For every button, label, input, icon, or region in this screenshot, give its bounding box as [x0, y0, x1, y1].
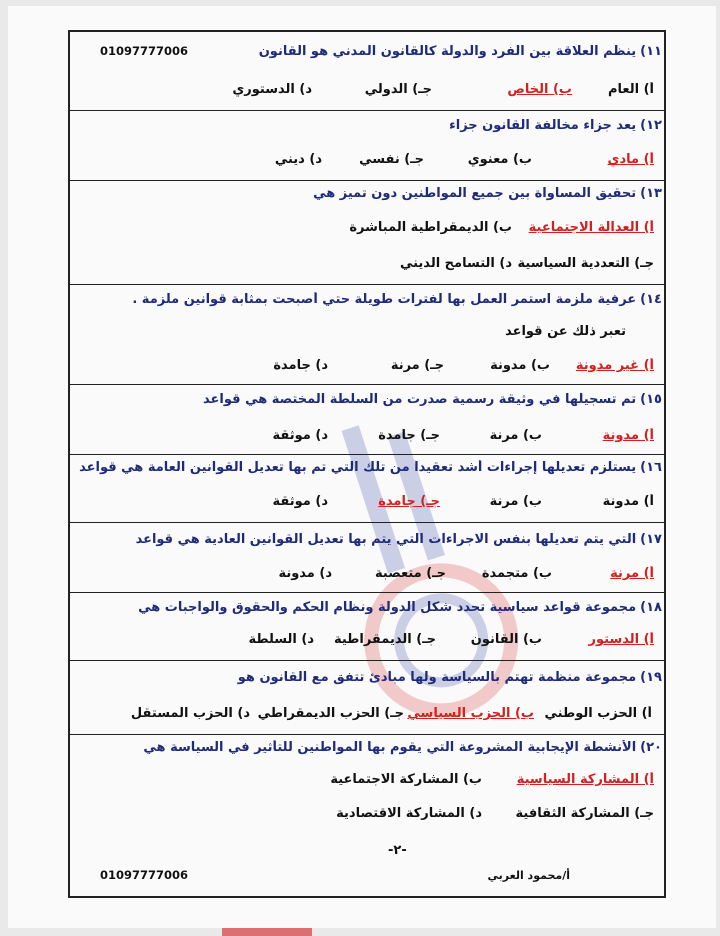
options-20-row2	[72, 806, 662, 828]
options-13-row1	[72, 220, 662, 242]
question-13: ١٣)تحقيق المساواة بين جميع المواطنين دون تميز هي	[313, 186, 662, 201]
option-b[interactable]: ب) القانون	[470, 632, 542, 647]
question-20: ٢٠)الأنشطة الإيجابية المشروعة التي يقوم بها المواطنين للتأثير في السياسة هي	[143, 740, 662, 755]
options-16	[72, 494, 662, 516]
option-b[interactable]: ب) معنوي	[467, 152, 532, 167]
option-d[interactable]: د) موثقة	[272, 494, 328, 509]
option-a[interactable]: أ) مدونة	[602, 428, 654, 443]
options-20-row1	[72, 772, 662, 794]
options-15	[72, 428, 662, 450]
divider	[68, 522, 666, 523]
option-b[interactable]: ب) مدونة	[490, 358, 550, 373]
divider	[68, 660, 666, 661]
option-b[interactable]: ب) الديمقراطية المباشرة	[349, 220, 512, 235]
divider	[68, 110, 666, 111]
option-d[interactable]: د) موثقة	[272, 428, 328, 443]
option-c[interactable]: جـ) مرنة	[390, 358, 444, 373]
option-c[interactable]: جـ) نفسي	[359, 152, 424, 167]
option-a[interactable]: أ) مدونة	[602, 494, 654, 509]
option-b[interactable]: ب) مرنة	[489, 428, 542, 443]
option-a[interactable]: أ) الحزب الوطني	[544, 706, 652, 721]
option-c[interactable]: جـ) التعددية السياسية	[517, 256, 654, 271]
question-11: ١١)ينظم العلاقة بين الفرد والدولة كالقانون المدني هو القانون	[258, 44, 662, 59]
bottom-strip	[0, 928, 720, 936]
option-b[interactable]: ب) الحزب السياسي	[407, 706, 534, 721]
question-16: ١٦)يستلزم تعديلها إجراءات أشد تعقيداً من تلك التي تم بها تعديل القوانين العامة هي قواعد	[79, 460, 662, 475]
option-a[interactable]: أ) العام	[607, 82, 654, 97]
question-14-subtext: تعبر ذلك عن قواعد	[505, 324, 626, 339]
question-15: ١٥)تم تسجيلها في وثيقة رسمية صدرت من السلطة المختصة هي قواعد	[203, 392, 662, 407]
page-number: -٢-	[388, 843, 407, 858]
header-phone: 01097777006	[100, 44, 189, 58]
option-b[interactable]: ب) متجمدة	[481, 566, 552, 581]
option-d[interactable]: د) التسامح الديني	[399, 256, 512, 271]
option-a[interactable]: أ) الدستور	[588, 632, 654, 647]
author-name: أ/محمود العربي	[487, 869, 570, 882]
option-c[interactable]: جـ) الدولي	[364, 82, 432, 97]
footer-phone: 01097777006	[100, 868, 189, 882]
option-c[interactable]: جـ) متعصبة	[375, 566, 446, 581]
question-19: ١٩)مجموعة منظمة تهتم بالسياسة ولها مبادئ تتفق مع القانون هو	[237, 670, 662, 685]
option-d[interactable]: د) مدونة	[278, 566, 332, 581]
divider	[68, 284, 666, 285]
option-a[interactable]: أ) مادي	[607, 152, 654, 167]
question-18: ١٨)مجموعة قواعد سياسية تحدد شكل الدولة ونظام الحكم والحقوق والواجبات هي	[138, 600, 662, 615]
bottom-mark	[222, 928, 312, 936]
question-12: ١٢)يعد جزاء مخالفة القانون جزاء	[449, 118, 662, 133]
option-b[interactable]: ب) المشاركة الاجتماعية	[330, 772, 482, 787]
option-c[interactable]: جـ) المشاركة الثقافية	[515, 806, 654, 821]
divider	[68, 454, 666, 455]
option-d[interactable]: د) الحزب المستقل	[130, 706, 250, 721]
option-a[interactable]: أ) المشاركة السياسية	[516, 772, 654, 787]
option-d[interactable]: د) الدستوري	[232, 82, 312, 97]
option-b[interactable]: ب) الخاص	[507, 82, 572, 97]
options-13-row2	[72, 256, 662, 278]
options-19	[72, 706, 660, 728]
option-c[interactable]: جـ) جامدة	[378, 428, 440, 443]
option-c[interactable]: جـ) الديمقراطية	[333, 632, 436, 647]
divider	[68, 734, 666, 735]
divider	[68, 180, 666, 181]
options-14	[72, 358, 662, 380]
options-11	[72, 82, 662, 104]
option-d[interactable]: د) السلطة	[248, 632, 314, 647]
question-14: ١٤)عرفية ملزمة استمر العمل بها لفترات طويلة حتي أصبحت بمثابة قوانين ملزمة .	[132, 292, 662, 307]
option-d[interactable]: د) جامدة	[273, 358, 328, 373]
divider	[68, 384, 666, 385]
options-18	[72, 632, 662, 654]
options-17	[72, 566, 662, 588]
option-b[interactable]: ب) مرنة	[489, 494, 542, 509]
option-a[interactable]: أ) العدالة الاجتماعية	[528, 220, 654, 235]
options-12	[72, 152, 662, 174]
question-17: ١٧)التي يتم تعديلها بنفس الاجراءات التي يتم بها تعديل القوانين العادية هي قواعد	[135, 532, 662, 547]
option-c[interactable]: جـ) الحزب الديمقراطي	[257, 706, 404, 721]
option-d[interactable]: د) المشاركة الاقتصادية	[336, 806, 482, 821]
divider	[68, 592, 666, 593]
option-d[interactable]: د) ديني	[274, 152, 322, 167]
option-c[interactable]: جـ) جامدة	[378, 494, 440, 509]
option-a[interactable]: أ) مرنة	[610, 566, 654, 581]
option-a[interactable]: أ) غير مدونة	[575, 358, 654, 373]
